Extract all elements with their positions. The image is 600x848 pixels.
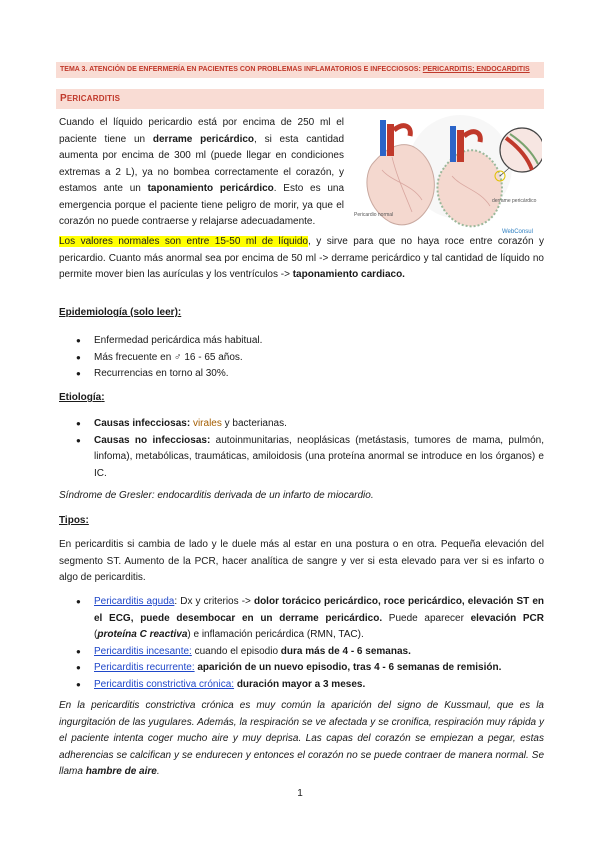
link-acute-pericarditis[interactable]: Pericarditis aguda (94, 596, 175, 607)
figure-label-normal: Pericardio normal (354, 212, 394, 218)
epidemiology-heading: Epidemiología (solo leer): (59, 307, 182, 318)
list-item: ● Causas infecciosas: virales y bacterianas. (76, 416, 544, 433)
list-item: ● Pericarditis recurrente: aparición de un nuevo episodio, tras 4 - 6 semanas de remisión. (76, 660, 544, 677)
closing-paragraph: En la pericarditis constrictiva crónica es muy común la aparición del signo de Kussmaul, que es la ingurgitación de las yugulares. Además, la respiración se ve afectada y se cronifica, respiración muy rápida y el paciente intenta coger mucho aire y muy deprisa. Las capas del corazón se empiezan a pegar, estas adherencias se calcifican y se endurecen y entonces el corazón no se puede contraer de manera normal. Se llama hambre de aire. (59, 700, 544, 777)
gresler-note: Síndrome de Gresler: endocarditis derivada de un infarto de miocardio. (59, 490, 374, 501)
normal-values-paragraph: Los valores normales son entre 15-50 ml de líquido, y sirve para que no haya roce entre corazón y pericardio. Cuanto más anormal sea por encima de 50 ml -> derrame pericárdico y tal cantidad de líquido no permite mover bien las aurículas y los ventrículos -> taponamiento cardiaco. (59, 236, 544, 280)
list-item: ● Pericarditis incesante: cuando el episodio dura más de 4 - 6 semanas. (76, 644, 544, 661)
link-recurrent-pericarditis[interactable]: Pericarditis recurrente: (94, 662, 195, 673)
link-incessant-pericarditis[interactable]: Pericarditis incesante: (94, 645, 192, 657)
list-item: ● Pericarditis constrictiva crónica: duración mayor a 3 meses. (76, 677, 544, 694)
intro-paragraph: Cuando el líquido pericardio está por encima de 250 ml el paciente tiene un derrame pericárdico, si esta cantidad aumenta por encima de 300 ml (puede llegar en condiciones extremas a 2 L), ya no bombea correctamente el corazón, y estamos ante un taponamiento pericárdico. Esto es una emergencia porque el paciente tiene peligro de morir, ya que el corazón no puede contraerse y relajarse adecuadamente. (59, 117, 345, 227)
link-constrictive-pericarditis[interactable]: Pericarditis constrictiva crónica: (94, 678, 235, 690)
chapter-header: TEMA 3. ATENCIÓN DE ENFERMERÍA EN PACIENTES CON PROBLEMAS INFLAMATORIOS E INFECCIOSOS: PERICARDITIS; ENDOCARDITIS (56, 62, 544, 78)
list-item: ● Enfermedad pericárdica más habitual. (76, 333, 544, 350)
etiology-heading: Etiología: (59, 392, 105, 403)
figure-credit: WebConsul (502, 229, 533, 235)
types-heading: Tipos: (59, 515, 89, 526)
chapter-topic: PERICARDITIS; ENDOCARDITIS (422, 66, 530, 73)
figure-label-effusion: derrame pericárdico (492, 198, 537, 204)
list-item: ● Recurrencias en torno al 30%. (76, 366, 544, 383)
types-list (76, 594, 544, 693)
list-item: ● Pericarditis aguda: Dx y criterios -> dolor torácico pericárdico, roce pericárdico, elevación ST en el ECG, puede desembocar en un derrame pericárdico. Puede aparecer elevación PCR (proteína C reactiva) e inflamación pericárdica (RMN, TAC). (76, 594, 544, 644)
epidemiology-list (76, 333, 544, 383)
etiology-list (76, 416, 544, 482)
page-number: 1 (297, 788, 303, 799)
pericardium-illustration (352, 112, 542, 237)
types-paragraph: En pericarditis si cambia de lado y le duele más al estar en una postura o en otra. Pequeña elevación del segmento ST. Aumento de la PCR, hacer analítica de sangre y ver si esta elevado para ver si es infarto o algo de pericarditis. (59, 539, 544, 583)
list-item: ● Causas no infecciosas: autoinmunitarias, neoplásicas (metástasis, tumores de mama, pulmón, linfoma), metabólicas, traumáticas, amiloidosis (una proteína anormal se introduce en los órganos) e IC. (76, 433, 544, 483)
section-title: PERICARDITIS (56, 89, 544, 109)
list-item: ● Más frecuente en ♂ 16 - 65 años. (76, 350, 544, 367)
highlighted-text: Los valores normales son entre 15-50 ml de líquido (59, 236, 308, 247)
